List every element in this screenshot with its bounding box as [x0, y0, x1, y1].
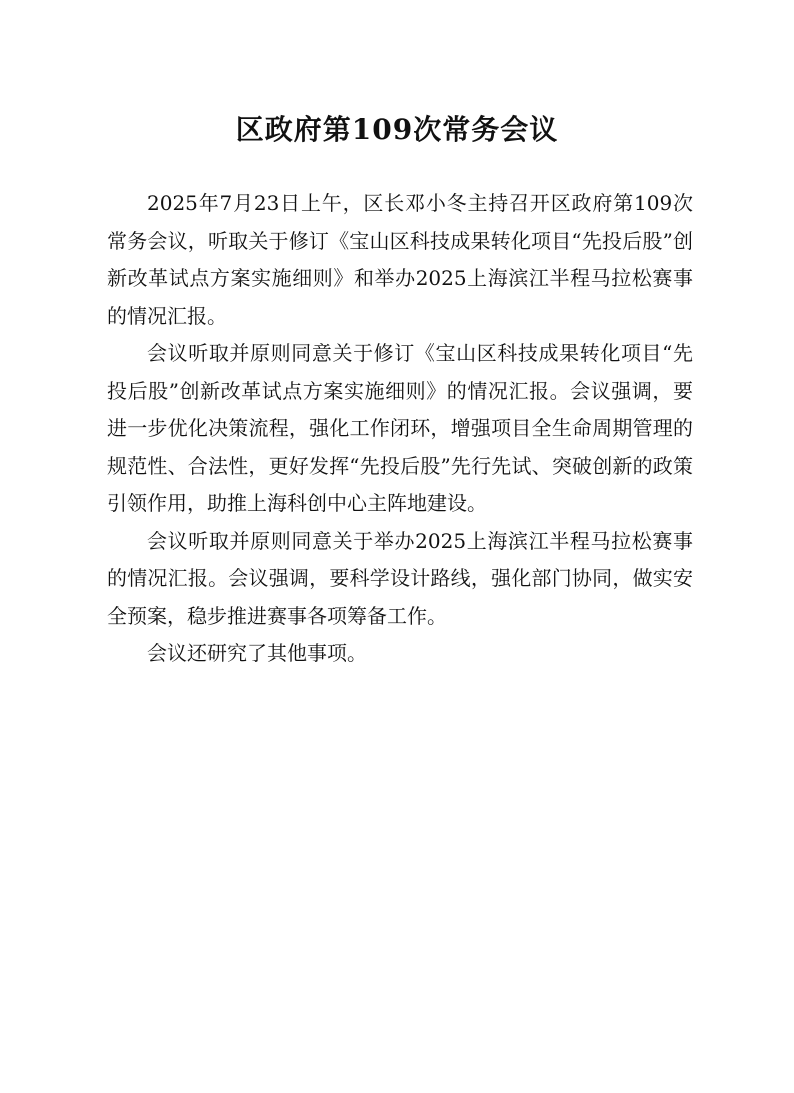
- paragraph-meeting-summary: 2025年7月23日上午，区长邓小冬主持召开区政府第109次常务会议，听取关于修订《宝山区科技成果转化项目“先投后股”创新改革试点方案实施细则》和举办2025上海滨江半程马拉松赛事的情况汇报。: [107, 191, 693, 328]
- paragraph-tech-transfer-rules: 会议听取并原则同意关于修订《宝山区科技成果转化项目“先投后股”创新改革试点方案实施细则》的情况汇报。会议强调，要进一步优化决策流程，强化工作闭环，增强项目全生命周期管理的规范性、合法性，更好发挥“先投后股”先行先试、突破创新的政策引领作用，助推上海科创中心主阵地建设。: [107, 341, 693, 515]
- document-body: [107, 185, 693, 673]
- paragraph-other-matters: 会议还研究了其他事项。: [147, 641, 367, 665]
- document-title: 区政府第109次常务会议: [235, 113, 559, 146]
- paragraph-half-marathon: 会议听取并原则同意关于举办2025上海滨江半程马拉松赛事的情况汇报。会议强调，要科学设计路线，强化部门协同，做实安全预案，稳步推进赛事各项筹备工作。: [107, 528, 693, 628]
